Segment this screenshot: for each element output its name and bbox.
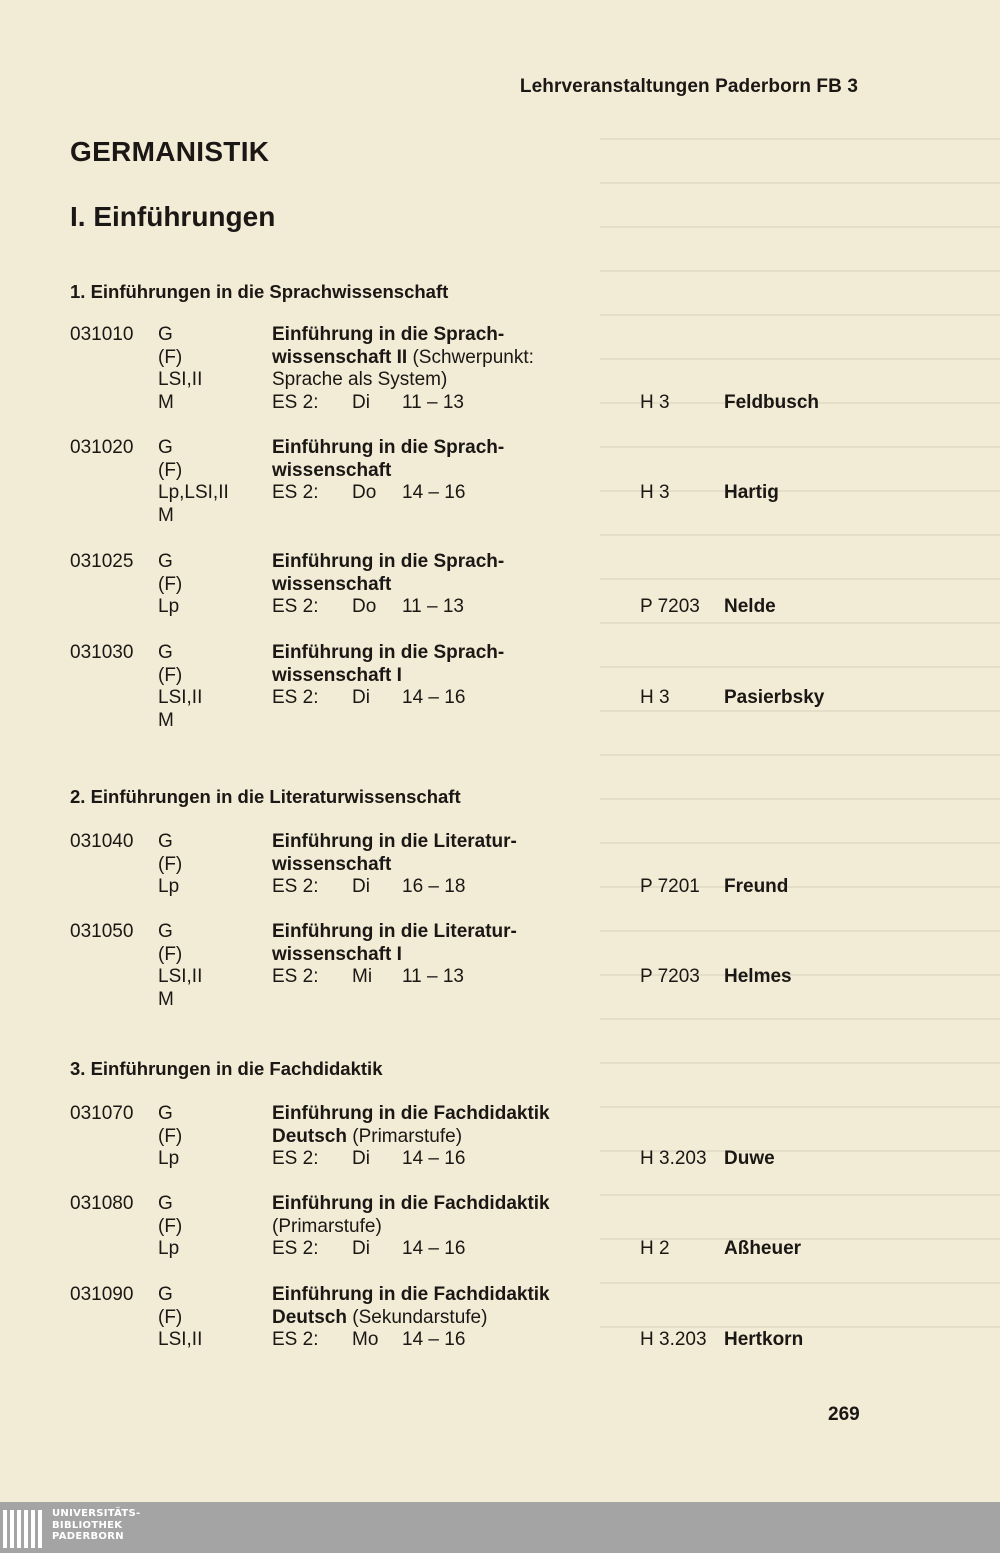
course-room: H 3.203 [640,1148,707,1170]
course-number: 031020 [70,437,134,458]
course-type-code: (F) [158,1306,183,1328]
course-type-code: (F) [158,943,183,965]
course-es: ES 2: [272,1329,319,1351]
course-type-code: (F) [158,573,183,595]
course-line [0,854,1000,877]
course-title-line [272,324,504,347]
course-time: 14 – 16 [402,1238,466,1260]
course-day: Di [352,876,370,898]
course-number: 031025 [70,551,134,572]
course-day: Di [352,1148,370,1170]
course-type-code: G [158,1103,173,1124]
course-title-bold: wissenschaft I [272,943,402,965]
course-type-code: M [158,504,174,526]
course-type-code: G [158,1193,173,1214]
course-time: 11 – 13 [402,966,464,988]
course-line [0,1329,1000,1352]
course-type-code: Lp [158,596,180,618]
course-time: 14 – 16 [402,1329,466,1351]
course-line [0,460,1000,483]
library-name-line: PADERBORN [52,1531,124,1542]
course-title-bold: Einführung in die Sprach- [272,324,505,345]
course-line [0,1193,1000,1216]
page-number: 269 [828,1404,860,1425]
course-es: ES 2: [272,596,319,618]
course-time: 14 – 16 [402,687,466,709]
course-title-line [272,1216,382,1239]
course-time: 11 – 13 [402,391,464,413]
course-title-bold: Einführung in die Fachdidaktik [272,1193,550,1214]
course-line [0,710,1000,733]
course-title-line [272,854,391,877]
course-number: 031090 [70,1284,134,1305]
course-line [0,1216,1000,1239]
course-line [0,1126,1000,1149]
course-number: 031050 [70,921,134,942]
section-title: 3. Einführungen in die Fachdidaktik [70,1058,383,1079]
course-title-line [272,1126,462,1149]
running-header: Lehrveranstaltungen Paderborn FB 3 [519,76,858,97]
course-title-normal: (Sekundarstufe) [346,1306,488,1328]
course-type-code: (F) [158,853,183,875]
course-time: 16 – 18 [402,876,466,898]
course-title-line [272,642,504,665]
course-line [0,687,1000,710]
library-name [52,1508,141,1543]
library-name-line: UNIVERSITÄTS- [52,1508,141,1519]
chapter-heading: I. Einführungen [70,201,276,232]
course-title-bold: Einführung in die Literatur- [272,831,517,852]
course-lecturer: Hertkorn [724,1329,804,1351]
course-type-code: M [158,391,174,413]
course-line [0,1238,1000,1261]
course-title-line [272,1307,487,1330]
course-entry [0,437,1000,527]
course-title-line [272,369,447,392]
course-title-bold: Einführung in die Sprach- [272,437,505,458]
course-title-line [272,1284,550,1307]
course-room: H 3.203 [640,1329,707,1351]
course-lecturer: Helmes [724,966,792,988]
library-name-line: BIBLIOTHEK [52,1519,123,1531]
course-type-code: G [158,831,173,852]
course-line [0,876,1000,899]
course-type-code: G [158,437,173,458]
course-type-code: G [158,551,173,572]
course-line [0,551,1000,574]
course-entry [0,921,1000,1011]
course-type-code: LSI,II [158,687,203,709]
course-entry [0,642,1000,732]
course-line [0,1148,1000,1171]
course-title-line [272,437,504,460]
section-title: 2. Einführungen in die Literaturwissenschaft [70,786,461,807]
course-room: H 3 [640,391,670,413]
course-number: 031040 [70,831,134,852]
course-line [0,921,1000,944]
course-title-line [272,347,534,370]
course-day: Di [352,1238,370,1260]
course-entry [0,1193,1000,1261]
course-number: 031010 [70,324,134,345]
course-line [0,1103,1000,1126]
course-lecturer: Hartig [724,482,779,504]
course-es: ES 2: [272,876,319,898]
course-time: 11 – 13 [402,596,464,618]
course-title-bold: wissenschaft [272,853,392,875]
course-title-line [272,1103,550,1126]
course-type-code: G [158,921,173,942]
course-type-code: Lp [158,876,180,898]
course-es: ES 2: [272,482,319,504]
course-type-code: Lp,LSI,II [158,482,229,504]
course-entry [0,1103,1000,1171]
bleed-through-texture [600,120,1000,1360]
course-type-code: G [158,324,173,345]
course-type-code: (F) [158,346,183,368]
course-line [0,574,1000,597]
course-entry [0,831,1000,899]
course-line [0,324,1000,347]
course-number: 031030 [70,642,134,663]
course-entry [0,324,1000,414]
course-number: 031080 [70,1193,134,1214]
course-line [0,369,1000,392]
course-line [0,596,1000,619]
course-line [0,505,1000,528]
course-lecturer: Duwe [724,1148,775,1170]
course-room: P 7203 [640,596,700,618]
course-type-code: (F) [158,459,183,481]
course-line [0,665,1000,688]
library-logo-icon [2,1508,44,1550]
course-type-code: (F) [158,1125,183,1147]
course-room: P 7201 [640,876,700,898]
course-title-bold: Einführung in die Fachdidaktik [272,1284,550,1305]
course-line [0,437,1000,460]
course-title-line [272,551,504,574]
course-line [0,831,1000,854]
course-entry [0,551,1000,619]
course-day: Di [352,687,370,709]
course-line [0,1284,1000,1307]
course-es: ES 2: [272,1148,319,1170]
course-lecturer: Pasierbsky [724,687,825,709]
course-line [0,966,1000,989]
course-line [0,1307,1000,1330]
course-title-bold: Einführung in die Literatur- [272,921,517,942]
course-title-line [272,944,402,967]
course-room: H 3 [640,482,670,504]
course-lecturer: Freund [724,876,789,898]
course-title-line [272,921,517,944]
course-type-code: LSI,II [158,966,203,988]
course-number: 031070 [70,1103,134,1124]
course-type-code: Lp [158,1148,180,1170]
course-type-code: LSI,II [158,369,203,391]
course-es: ES 2: [272,966,319,988]
course-room: H 2 [640,1238,670,1260]
course-room: H 3 [640,687,670,709]
course-type-code: LSI,II [158,1329,203,1351]
course-title-line [272,460,391,483]
course-lecturer: Aßheuer [724,1238,802,1260]
course-title-line [272,1193,550,1216]
course-title-normal: (Schwerpunkt: [407,346,534,368]
course-day: Mo [352,1329,379,1351]
section-title: 1. Einführungen in die Sprachwissenschaft [70,281,449,302]
course-es: ES 2: [272,391,319,413]
course-type-code: G [158,1284,173,1305]
course-line [0,347,1000,370]
course-title-normal: (Primarstufe) [272,1215,382,1237]
course-room: P 7203 [640,966,700,988]
course-line [0,392,1000,415]
course-title-line [272,831,517,854]
course-title-bold: wissenschaft [272,459,392,481]
page-title: GERMANISTIK [70,136,270,167]
course-title-bold: wissenschaft I [272,664,402,686]
course-es: ES 2: [272,687,319,709]
course-day: Di [352,391,370,413]
course-line [0,642,1000,665]
course-lecturer: Nelde [724,596,776,618]
course-title-line [272,665,402,688]
course-line [0,482,1000,505]
course-title-line [272,574,391,597]
course-title-bold: Einführung in die Sprach- [272,551,505,572]
course-title-normal: Sprache als System) [272,369,448,391]
course-es: ES 2: [272,1238,319,1260]
course-line [0,989,1000,1012]
course-title-bold: wissenschaft [272,573,392,595]
course-title-bold: Einführung in die Fachdidaktik [272,1103,550,1124]
course-title-bold: Einführung in die Sprach- [272,642,505,663]
course-title-bold: Deutsch [272,1125,347,1147]
course-line [0,944,1000,967]
course-title-bold: wissenschaft II [272,346,408,368]
course-time: 14 – 16 [402,482,466,504]
course-title-bold: Deutsch [272,1306,347,1328]
course-day: Do [352,482,377,504]
course-day: Mi [352,966,373,988]
course-type-code: (F) [158,664,183,686]
course-entry [0,1284,1000,1352]
library-footer-bar [0,1502,1000,1553]
course-title-normal: (Primarstufe) [346,1125,463,1147]
course-type-code: Lp [158,1238,180,1260]
course-time: 14 – 16 [402,1148,466,1170]
course-type-code: G [158,642,173,663]
course-lecturer: Feldbusch [724,391,820,413]
course-day: Do [352,596,377,618]
course-type-code: M [158,709,174,731]
course-type-code: M [158,988,174,1010]
course-type-code: (F) [158,1215,183,1237]
